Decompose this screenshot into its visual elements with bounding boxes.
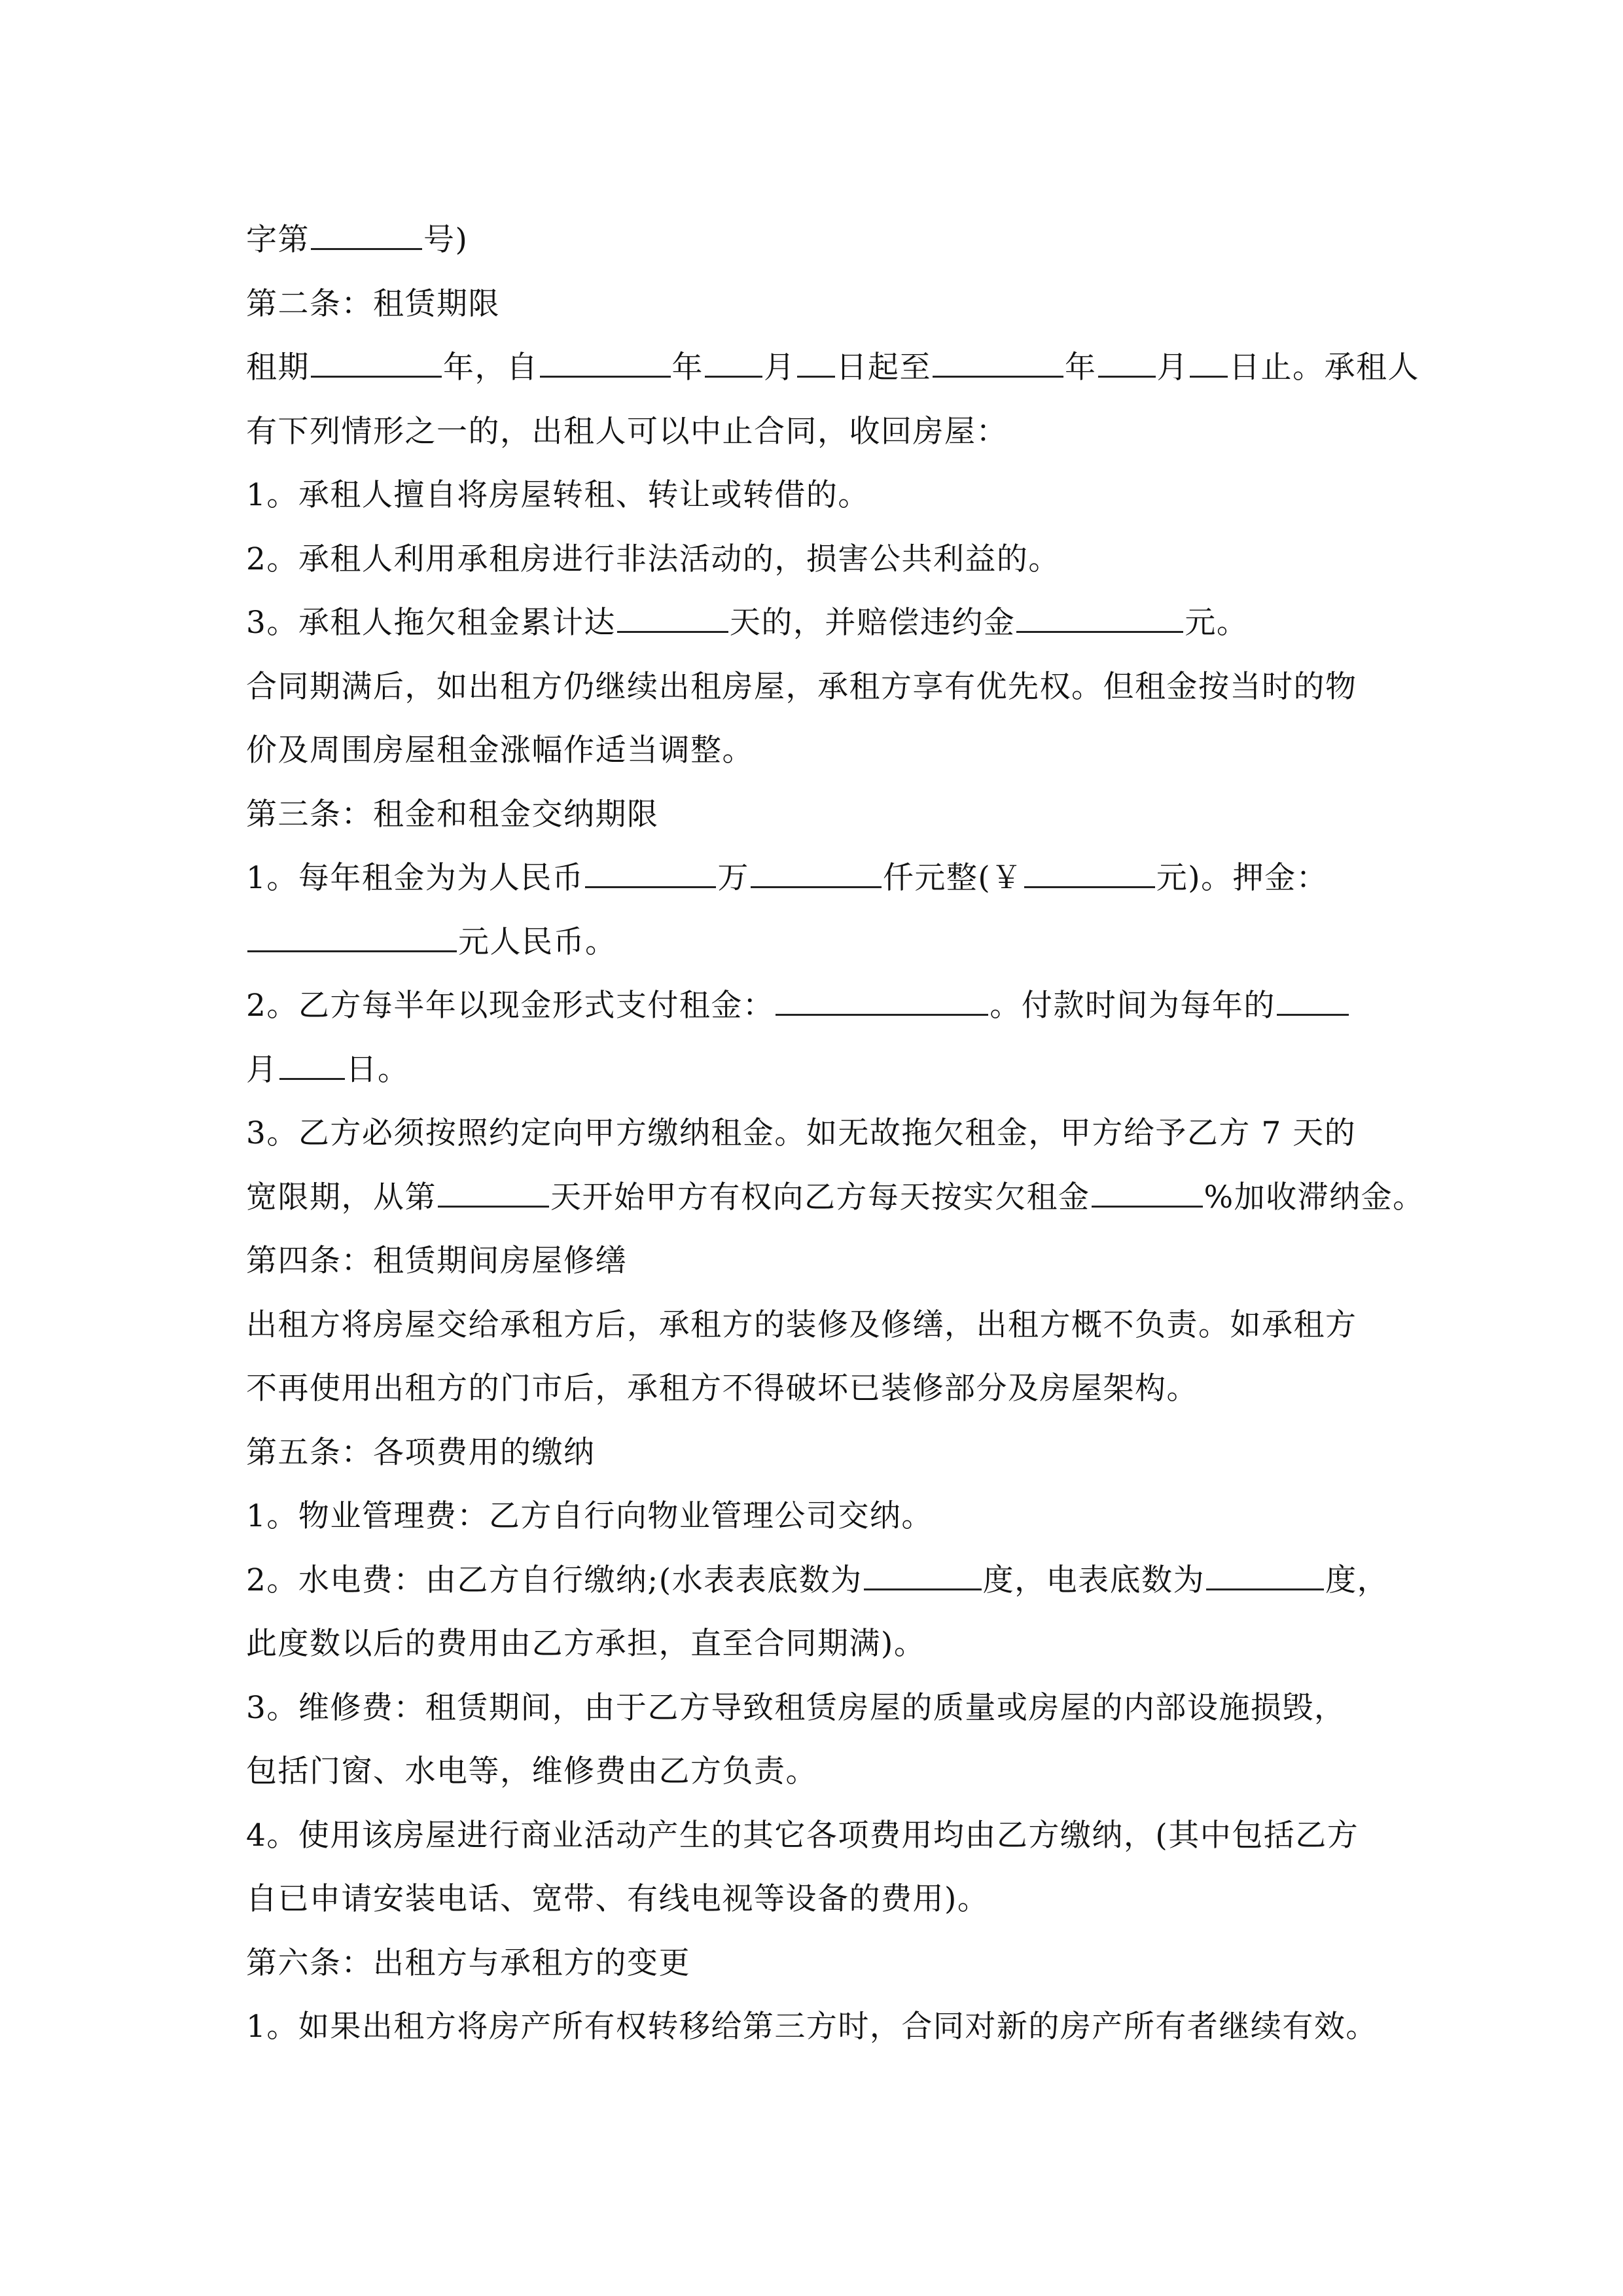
fill-blank bbox=[1277, 988, 1349, 1016]
text-fragment: 度，电表底数为 bbox=[982, 1562, 1205, 1598]
text-fragment: 宽限期，从第 bbox=[246, 1179, 437, 1215]
text-line bbox=[246, 910, 1391, 975]
text-fragment: 日。 bbox=[346, 1051, 410, 1088]
fill-blank bbox=[438, 1179, 549, 1208]
fill-blank bbox=[1092, 1179, 1203, 1208]
text-line: 1。承租人擅自将房屋转租、转让或转借的。 bbox=[246, 477, 870, 513]
text-line: 自已申请安装电话、宽带、有线电视等设备的费用)。 bbox=[246, 1881, 990, 1917]
section-heading: 第六条：出租方与承租方的变更 bbox=[246, 1945, 690, 1981]
fill-blank bbox=[279, 1052, 345, 1080]
fill-blank bbox=[776, 988, 988, 1016]
text-fragment: 度， bbox=[1325, 1562, 1389, 1598]
text-line: 包括门窗、水电等，维修费由乙方负责。 bbox=[246, 1753, 817, 1789]
text-line: 此度数以后的费用由乙方承担，直至合同期满)。 bbox=[246, 1626, 926, 1662]
document-body bbox=[246, 208, 1425, 2059]
text-line: 不再使用出租方的门市后，承租方不得破坏已装修部分及房屋架构。 bbox=[246, 1371, 1198, 1407]
fill-blank bbox=[1206, 1562, 1324, 1590]
text-line: 出租方将房屋交给承租方后，承租方的装修及修缮，出租方概不负责。如承租方 bbox=[246, 1306, 1357, 1343]
fill-blank bbox=[540, 350, 671, 378]
fill-blank bbox=[311, 222, 422, 250]
text-line: 有下列情形之一的，出租人可以中止合同，收回房屋： bbox=[246, 413, 1008, 450]
text-fragment: 字第 bbox=[246, 222, 310, 258]
fill-blank bbox=[797, 350, 835, 378]
text-line bbox=[246, 1549, 1391, 1613]
text-fragment: 年，自 bbox=[443, 350, 539, 386]
fill-blank bbox=[1016, 605, 1183, 633]
text-fragment: 月 bbox=[246, 1051, 278, 1088]
fill-blank bbox=[617, 605, 728, 633]
text-fragment: %加收滞纳金。 bbox=[1204, 1179, 1425, 1215]
text-fragment: 日止。承租人 bbox=[1229, 350, 1419, 386]
text-fragment: 年 bbox=[671, 350, 704, 386]
fill-blank bbox=[1098, 350, 1156, 378]
section-heading: 第五条：各项费用的缴纳 bbox=[246, 1434, 596, 1471]
text-line bbox=[246, 846, 1391, 910]
text-fragment: 年 bbox=[1065, 350, 1097, 386]
text-fragment: 租期 bbox=[246, 350, 310, 386]
section-heading: 第二条：租赁期限 bbox=[246, 285, 500, 322]
text-line bbox=[246, 208, 1391, 272]
text-fragment: 天的，并赔偿违约金 bbox=[729, 605, 1016, 641]
fill-blank bbox=[1190, 350, 1228, 378]
text-fragment: 3。承租人拖欠租金累计达 bbox=[246, 605, 616, 641]
section-heading: 第三条：租金和租金交纳期限 bbox=[246, 796, 659, 833]
text-fragment: 万 bbox=[717, 860, 749, 896]
text-line bbox=[246, 974, 1391, 1038]
fill-blank bbox=[864, 1562, 982, 1590]
text-fragment: 日起至 bbox=[836, 350, 931, 386]
text-line: 2。承租人利用承租房进行非法活动的，损害公共利益的。 bbox=[246, 541, 1060, 577]
text-fragment: 2。水电费：由乙方自行缴纳;(水表表底数为 bbox=[246, 1562, 863, 1598]
fill-blank bbox=[933, 350, 1063, 378]
text-fragment: 天开始甲方有权向乙方每天按实欠租金 bbox=[550, 1179, 1090, 1215]
text-fragment: 。付款时间为每年的 bbox=[990, 988, 1275, 1024]
text-line: 价及周围房屋租金涨幅作适当调整。 bbox=[246, 732, 754, 768]
text-line: 合同期满后，如出租方仍继续出租房屋，承租方享有优先权。但租金按当时的物 bbox=[246, 668, 1357, 705]
text-fragment: 号) bbox=[423, 222, 469, 258]
text-fragment: 月 bbox=[1156, 350, 1188, 386]
text-line: 1。如果出租方将房产所有权转移给第三方时，合同对新的房产所有者继续有效。 bbox=[246, 2009, 1378, 2045]
fill-blank bbox=[311, 350, 442, 378]
text-line bbox=[246, 1038, 1391, 1102]
fill-blank bbox=[705, 350, 762, 378]
text-fragment: 元)。押金： bbox=[1156, 860, 1329, 896]
fill-blank bbox=[751, 860, 882, 888]
text-fragment: 2。乙方每半年以现金形式支付租金： bbox=[246, 988, 775, 1024]
text-fragment: 1。每年租金为为人民币 bbox=[246, 860, 584, 896]
text-line: 3。乙方必须按照约定向甲方缴纳租金。如无故拖欠租金，甲方给予乙方 7 天的 bbox=[246, 1115, 1357, 1151]
fill-blank bbox=[247, 924, 457, 952]
fill-blank bbox=[1024, 860, 1155, 888]
text-line bbox=[246, 1166, 1425, 1230]
fill-blank bbox=[585, 860, 716, 888]
text-line bbox=[246, 591, 1391, 655]
text-fragment: 元人民币。 bbox=[458, 924, 617, 960]
text-fragment: 元。 bbox=[1185, 605, 1249, 641]
section-heading: 第四条：租赁期间房屋修缮 bbox=[246, 1243, 627, 1279]
text-line: 1。物业管理费：乙方自行向物业管理公司交纳。 bbox=[246, 1498, 933, 1534]
text-fragment: 月 bbox=[764, 350, 796, 386]
text-line: 3。维修费：租赁期间，由于乙方导致租赁房屋的质量或房屋的内部设施损毁， bbox=[246, 1689, 1346, 1726]
text-line: 4。使用该房屋进行商业活动产生的其它各项费用均由乙方缴纳，(其中包括乙方 bbox=[246, 1817, 1359, 1854]
text-fragment: 仟元整(￥ bbox=[882, 860, 1023, 896]
text-line bbox=[246, 336, 1419, 400]
